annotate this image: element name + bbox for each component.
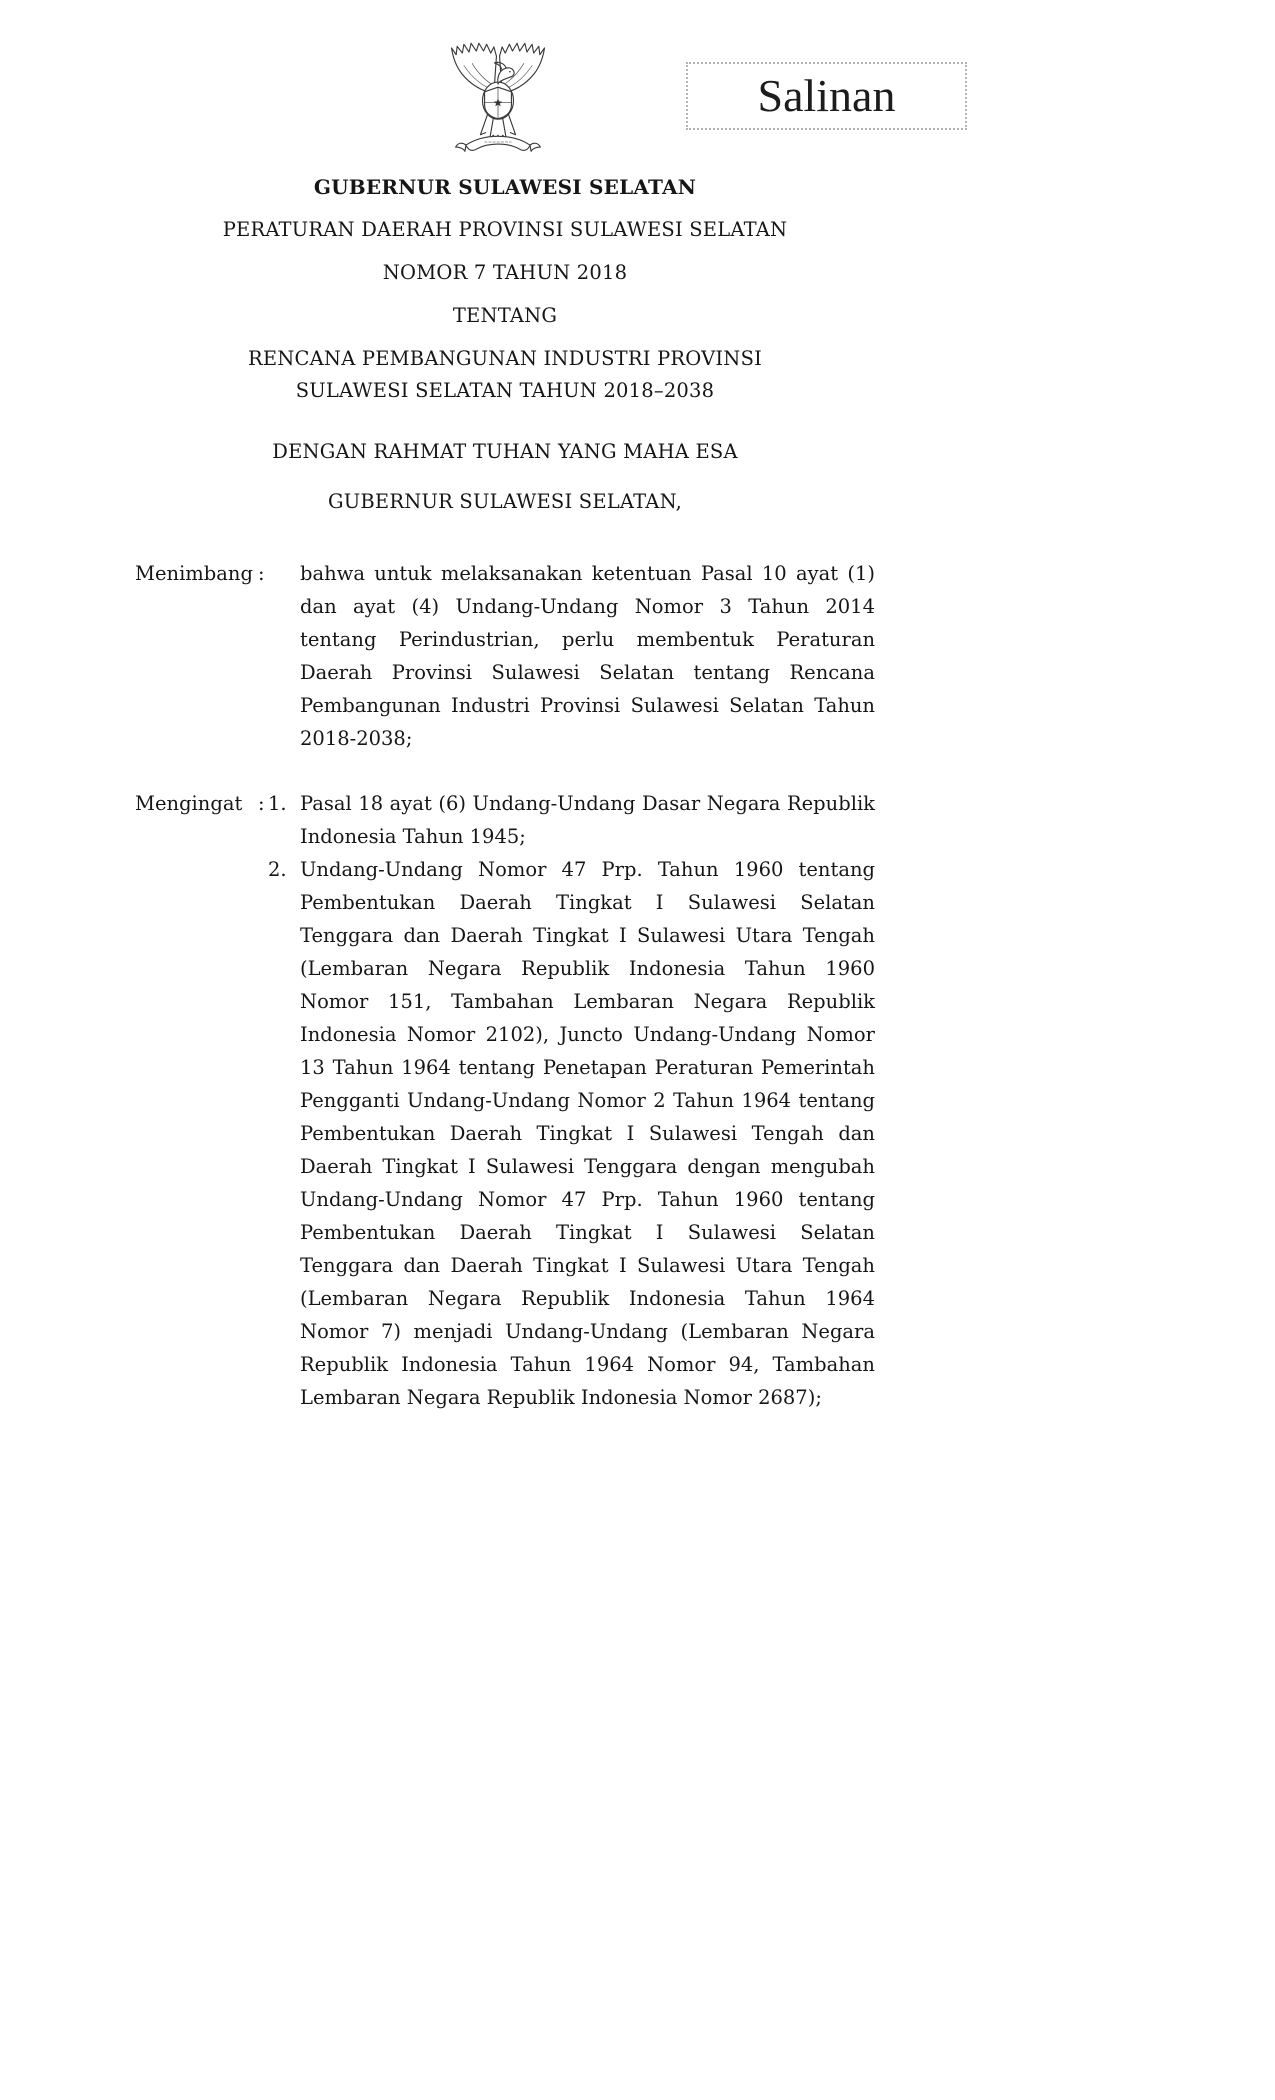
item-text: Undang-Undang Nomor 47 Prp. Tahun 1960 tentang Pembentukan Daerah Tingkat I Sulawesi Selatan Tenggara dan Daerah Tingkat I Sulawesi Utara Tengah (Lembaran Negara Republik Indonesia Tahun 1960 Nomor 151, Tambahan Lembaran Negara Republik Indonesia Nomor 2102), Juncto Undang-Undang Nomor 13 Tahun 1964 tentang Penetapan Peraturan Pemerintah Pengganti Undang-Undang Nomor 2 Tahun 1964 tentang Pembentukan Daerah Tingkat I Sulawesi Tengah dan Daerah Tingkat I Sulawesi Tenggara dengan mengubah Undang-Undang Nomor 47 Prp. Tahun 1960 tentang Pembentukan Daerah Tingkat I Sulawesi Selatan Tenggara dan Daerah Tingkat I Sulawesi Utara Tengah (Lembaran Negara Republik Indonesia Tahun 1964 Nomor 7) menjadi Undang-Undang (Lembaran Negara Republik Indonesia Tahun 1964 Nomor 94, Tambahan Lembaran Negara Republik Indonesia Nomor 2687); xyxy=(300,858,875,1409)
menimbang-text: bahwa untuk melaksanakan ketentuan Pasal 10 ayat (1) dan ayat (4) Undang-Undang Nomor 3 Tahun 2014 tentang Perindustrian, perlu membentuk Peraturan Daerah Provinsi Sulawesi Selatan tentang Rencana Pembangunan Industri Provinsi Sulawesi Selatan Tahun 2018-2038; xyxy=(300,562,875,750)
mengingat-item xyxy=(268,853,875,1414)
mengingat-colon: : xyxy=(258,792,265,815)
doc-issuer-line: GUBERNUR SULAWESI SELATAN, xyxy=(327,490,682,513)
document-content xyxy=(135,172,875,1414)
mengingat-label: Mengingat xyxy=(135,792,243,815)
item-number: 2. xyxy=(268,858,287,881)
doc-institution-title: GUBERNUR SULAWESI SELATAN xyxy=(313,175,697,199)
mengingat-item xyxy=(268,787,875,853)
doc-subject-line-2: SULAWESI SELATAN TAHUN 2018–2038 xyxy=(295,379,715,402)
salinan-stamp xyxy=(686,62,967,130)
garuda-emblem-icon xyxy=(436,28,560,166)
doc-type-line: PERATURAN DAERAH PROVINSI SULAWESI SELATAN xyxy=(222,218,788,241)
menimbang-section xyxy=(135,557,875,755)
doc-number-line: NOMOR 7 TAHUN 2018 xyxy=(382,261,628,284)
mengingat-section xyxy=(135,787,875,1414)
doc-about-label: TENTANG xyxy=(452,304,558,327)
salinan-stamp-label: Salinan xyxy=(757,70,896,121)
doc-subject-line-1: RENCANA PEMBANGUNAN INDUSTRI PROVINSI xyxy=(247,347,763,370)
menimbang-colon: : xyxy=(258,562,265,585)
item-text: Pasal 18 ayat (6) Undang-Undang Dasar Negara Republik Indonesia Tahun 1945; xyxy=(300,792,875,848)
item-number: 1. xyxy=(268,792,287,815)
doc-invocation-line: DENGAN RAHMAT TUHAN YANG MAHA ESA xyxy=(272,440,738,463)
menimbang-label: Menimbang xyxy=(135,562,253,585)
